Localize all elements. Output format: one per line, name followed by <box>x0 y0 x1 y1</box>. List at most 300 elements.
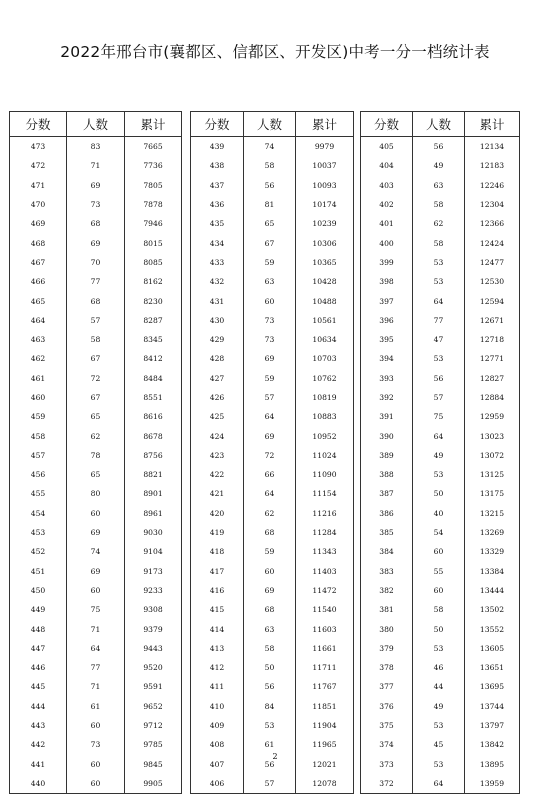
table-row <box>191 349 354 368</box>
cell-cumulative: 9308 <box>125 600 182 619</box>
table-row <box>191 176 354 195</box>
cell-score: 467 <box>10 253 67 272</box>
table-row <box>191 562 354 581</box>
cell-score: 468 <box>10 233 67 252</box>
cell-cumulative: 7946 <box>125 214 182 233</box>
cell-count: 74 <box>244 137 296 157</box>
cell-cumulative: 9905 <box>125 774 182 794</box>
header-score: 分数 <box>10 112 67 137</box>
cell-count: 74 <box>67 542 125 561</box>
cell-count: 69 <box>67 562 125 581</box>
cell-score: 388 <box>361 465 413 484</box>
cell-score: 473 <box>10 137 67 157</box>
cell-cumulative: 7878 <box>125 195 182 214</box>
cell-score: 376 <box>361 697 413 716</box>
table-row <box>361 716 520 735</box>
table-row <box>361 426 520 445</box>
cell-score: 416 <box>191 581 244 600</box>
cell-count: 56 <box>413 369 465 388</box>
table-row <box>10 253 182 272</box>
table-row <box>361 349 520 368</box>
cell-score: 426 <box>191 388 244 407</box>
cell-score: 406 <box>191 774 244 794</box>
table-row <box>191 426 354 445</box>
cell-score: 461 <box>10 369 67 388</box>
cell-score: 446 <box>10 658 67 677</box>
table-row <box>191 581 354 600</box>
cell-cumulative: 11154 <box>296 484 354 503</box>
cell-score: 463 <box>10 330 67 349</box>
cell-count: 46 <box>413 658 465 677</box>
table-row <box>10 426 182 445</box>
cell-score: 457 <box>10 446 67 465</box>
cell-score: 469 <box>10 214 67 233</box>
table-row <box>191 214 354 233</box>
cell-score: 424 <box>191 426 244 445</box>
cell-cumulative: 10703 <box>296 349 354 368</box>
cell-cumulative: 12959 <box>465 407 520 426</box>
cell-count: 64 <box>413 291 465 310</box>
header-score: 分数 <box>361 112 413 137</box>
cell-cumulative: 8345 <box>125 330 182 349</box>
cell-count: 54 <box>413 523 465 542</box>
cell-score: 411 <box>191 677 244 696</box>
cell-count: 69 <box>67 523 125 542</box>
cell-count: 73 <box>244 311 296 330</box>
cell-cumulative: 12021 <box>296 755 354 774</box>
cell-score: 405 <box>361 137 413 157</box>
cell-count: 60 <box>67 755 125 774</box>
table-row <box>361 600 520 619</box>
table-row <box>10 639 182 658</box>
cell-cumulative: 9785 <box>125 735 182 754</box>
cell-score: 403 <box>361 176 413 195</box>
header-count: 人数 <box>413 112 465 137</box>
cell-score: 399 <box>361 253 413 272</box>
cell-score: 372 <box>361 774 413 794</box>
table-row <box>10 291 182 310</box>
cell-count: 53 <box>244 716 296 735</box>
cell-cumulative: 13552 <box>465 619 520 638</box>
table-row <box>191 504 354 523</box>
cell-score: 391 <box>361 407 413 426</box>
cell-count: 58 <box>413 195 465 214</box>
cell-cumulative: 11851 <box>296 697 354 716</box>
cell-count: 72 <box>67 369 125 388</box>
cell-cumulative: 12304 <box>465 195 520 214</box>
cell-count: 60 <box>244 562 296 581</box>
table-row <box>10 562 182 581</box>
score-table-2 <box>190 111 354 794</box>
cell-count: 77 <box>67 658 125 677</box>
cell-score: 472 <box>10 156 67 175</box>
table-row <box>191 253 354 272</box>
cell-count: 70 <box>67 253 125 272</box>
table-row <box>191 542 354 561</box>
cell-score: 385 <box>361 523 413 542</box>
cell-cumulative: 10306 <box>296 233 354 252</box>
cell-cumulative: 12134 <box>465 137 520 157</box>
cell-cumulative: 10037 <box>296 156 354 175</box>
cell-cumulative: 11540 <box>296 600 354 619</box>
cell-cumulative: 11216 <box>296 504 354 523</box>
table-row <box>10 774 182 794</box>
table-row <box>191 369 354 388</box>
cell-count: 58 <box>244 156 296 175</box>
cell-cumulative: 13072 <box>465 446 520 465</box>
cell-score: 419 <box>191 523 244 542</box>
cell-count: 59 <box>244 542 296 561</box>
cell-cumulative: 13384 <box>465 562 520 581</box>
cell-cumulative: 12827 <box>465 369 520 388</box>
cell-count: 59 <box>244 253 296 272</box>
table-row <box>361 156 520 175</box>
cell-cumulative: 8484 <box>125 369 182 388</box>
cell-count: 60 <box>413 542 465 561</box>
cell-score: 449 <box>10 600 67 619</box>
cell-count: 63 <box>244 272 296 291</box>
cell-count: 67 <box>67 349 125 368</box>
cell-cumulative: 13444 <box>465 581 520 600</box>
table-row <box>191 465 354 484</box>
table-row <box>191 658 354 677</box>
cell-score: 417 <box>191 562 244 581</box>
cell-cumulative: 13842 <box>465 735 520 754</box>
cell-cumulative: 13605 <box>465 639 520 658</box>
cell-count: 55 <box>413 562 465 581</box>
cell-count: 66 <box>244 465 296 484</box>
table-row <box>361 774 520 794</box>
cell-score: 464 <box>10 311 67 330</box>
cell-score: 414 <box>191 619 244 638</box>
cell-score: 412 <box>191 658 244 677</box>
cell-count: 58 <box>413 233 465 252</box>
cell-cumulative: 10634 <box>296 330 354 349</box>
cell-cumulative: 11603 <box>296 619 354 638</box>
table-row <box>191 600 354 619</box>
cell-count: 60 <box>413 581 465 600</box>
cell-cumulative: 13215 <box>465 504 520 523</box>
cell-count: 50 <box>413 484 465 503</box>
cell-cumulative: 13797 <box>465 716 520 735</box>
cell-cumulative: 9712 <box>125 716 182 735</box>
cell-cumulative: 10819 <box>296 388 354 407</box>
table-row <box>191 156 354 175</box>
cell-count: 63 <box>244 619 296 638</box>
cell-count: 53 <box>413 272 465 291</box>
cell-score: 455 <box>10 484 67 503</box>
table-row <box>191 137 354 157</box>
cell-count: 57 <box>244 774 296 794</box>
table-row <box>10 369 182 388</box>
cell-score: 438 <box>191 156 244 175</box>
table-row <box>191 677 354 696</box>
table-row <box>361 658 520 677</box>
header-score: 分数 <box>191 112 244 137</box>
cell-count: 57 <box>413 388 465 407</box>
cell-count: 64 <box>244 484 296 503</box>
cell-cumulative: 9233 <box>125 581 182 600</box>
cell-score: 378 <box>361 658 413 677</box>
cell-cumulative: 9379 <box>125 619 182 638</box>
table-row <box>361 195 520 214</box>
cell-count: 69 <box>67 176 125 195</box>
cell-score: 393 <box>361 369 413 388</box>
table-row <box>10 523 182 542</box>
cell-score: 397 <box>361 291 413 310</box>
cell-score: 404 <box>361 156 413 175</box>
cell-cumulative: 13895 <box>465 755 520 774</box>
cell-score: 454 <box>10 504 67 523</box>
cell-score: 386 <box>361 504 413 523</box>
cell-score: 453 <box>10 523 67 542</box>
page-title: 2022年邢台市(襄都区、信都区、开发区)中考一分一档统计表 <box>60 43 490 61</box>
cell-cumulative: 13959 <box>465 774 520 794</box>
cell-cumulative: 12183 <box>465 156 520 175</box>
cell-cumulative: 12718 <box>465 330 520 349</box>
score-table-3 <box>360 111 520 794</box>
cell-score: 425 <box>191 407 244 426</box>
table-row <box>10 311 182 330</box>
table-row <box>191 272 354 291</box>
cell-cumulative: 9104 <box>125 542 182 561</box>
cell-count: 57 <box>67 311 125 330</box>
cell-cumulative: 7805 <box>125 176 182 195</box>
cell-cumulative: 9173 <box>125 562 182 581</box>
cell-cumulative: 13269 <box>465 523 520 542</box>
cell-cumulative: 8015 <box>125 233 182 252</box>
cell-count: 56 <box>244 677 296 696</box>
table-row <box>191 697 354 716</box>
table-row <box>10 697 182 716</box>
cell-cumulative: 8287 <box>125 311 182 330</box>
cell-score: 381 <box>361 600 413 619</box>
table-row <box>361 214 520 233</box>
cell-cumulative: 8616 <box>125 407 182 426</box>
table-row <box>191 484 354 503</box>
cell-cumulative: 13502 <box>465 600 520 619</box>
table-row <box>361 137 520 157</box>
table-row <box>10 388 182 407</box>
cell-cumulative: 13125 <box>465 465 520 484</box>
cell-count: 62 <box>67 426 125 445</box>
cell-score: 409 <box>191 716 244 735</box>
cell-score: 387 <box>361 484 413 503</box>
cell-score: 422 <box>191 465 244 484</box>
cell-count: 56 <box>413 137 465 157</box>
cell-count: 65 <box>67 407 125 426</box>
table-row <box>361 562 520 581</box>
cell-cumulative: 8756 <box>125 446 182 465</box>
cell-score: 382 <box>361 581 413 600</box>
table-row <box>10 484 182 503</box>
cell-score: 408 <box>191 735 244 754</box>
cell-count: 69 <box>244 581 296 600</box>
cell-count: 67 <box>67 388 125 407</box>
header-cumulative: 累计 <box>465 112 520 137</box>
table-row <box>361 677 520 696</box>
cell-score: 395 <box>361 330 413 349</box>
cell-count: 49 <box>413 156 465 175</box>
table-row <box>361 581 520 600</box>
cell-count: 75 <box>413 407 465 426</box>
cell-cumulative: 13744 <box>465 697 520 716</box>
cell-count: 60 <box>244 291 296 310</box>
table-row <box>361 272 520 291</box>
cell-cumulative: 9845 <box>125 755 182 774</box>
cell-count: 56 <box>244 755 296 774</box>
table-row <box>10 330 182 349</box>
cell-count: 60 <box>67 581 125 600</box>
cell-score: 441 <box>10 755 67 774</box>
cell-score: 430 <box>191 311 244 330</box>
cell-score: 407 <box>191 755 244 774</box>
table-row <box>191 619 354 638</box>
cell-score: 429 <box>191 330 244 349</box>
table-row <box>10 137 182 157</box>
cell-score: 466 <box>10 272 67 291</box>
table-row <box>361 233 520 252</box>
cell-count: 71 <box>67 156 125 175</box>
cell-count: 77 <box>67 272 125 291</box>
cell-count: 80 <box>67 484 125 503</box>
cell-cumulative: 12078 <box>296 774 354 794</box>
cell-score: 398 <box>361 272 413 291</box>
cell-cumulative: 12884 <box>465 388 520 407</box>
cell-cumulative: 11403 <box>296 562 354 581</box>
cell-count: 60 <box>67 504 125 523</box>
cell-score: 392 <box>361 388 413 407</box>
cell-cumulative: 9030 <box>125 523 182 542</box>
header-count: 人数 <box>244 112 296 137</box>
cell-count: 83 <box>67 137 125 157</box>
table-row <box>10 195 182 214</box>
cell-cumulative: 10488 <box>296 291 354 310</box>
table-row <box>10 233 182 252</box>
cell-count: 69 <box>67 233 125 252</box>
cell-count: 65 <box>67 465 125 484</box>
cell-cumulative: 13175 <box>465 484 520 503</box>
cell-cumulative: 11090 <box>296 465 354 484</box>
cell-score: 377 <box>361 677 413 696</box>
cell-score: 373 <box>361 755 413 774</box>
cell-score: 459 <box>10 407 67 426</box>
cell-cumulative: 7665 <box>125 137 182 157</box>
table-row <box>10 600 182 619</box>
cell-score: 452 <box>10 542 67 561</box>
table-row <box>191 311 354 330</box>
cell-score: 394 <box>361 349 413 368</box>
cell-cumulative: 12771 <box>465 349 520 368</box>
cell-score: 402 <box>361 195 413 214</box>
table-row <box>191 291 354 310</box>
cell-count: 63 <box>413 176 465 195</box>
cell-score: 396 <box>361 311 413 330</box>
cell-count: 50 <box>413 619 465 638</box>
cell-score: 434 <box>191 233 244 252</box>
cell-cumulative: 11711 <box>296 658 354 677</box>
cell-cumulative: 10428 <box>296 272 354 291</box>
cell-score: 413 <box>191 639 244 658</box>
cell-score: 420 <box>191 504 244 523</box>
cell-score: 380 <box>361 619 413 638</box>
cell-count: 64 <box>413 426 465 445</box>
table-row <box>191 774 354 794</box>
cell-cumulative: 10952 <box>296 426 354 445</box>
cell-count: 53 <box>413 253 465 272</box>
cell-cumulative: 7736 <box>125 156 182 175</box>
cell-score: 436 <box>191 195 244 214</box>
cell-count: 68 <box>244 523 296 542</box>
header-cumulative: 累计 <box>125 112 182 137</box>
cell-count: 45 <box>413 735 465 754</box>
cell-cumulative: 9520 <box>125 658 182 677</box>
cell-count: 67 <box>244 233 296 252</box>
cell-cumulative: 8551 <box>125 388 182 407</box>
cell-count: 57 <box>244 388 296 407</box>
cell-cumulative: 12424 <box>465 233 520 252</box>
cell-cumulative: 10239 <box>296 214 354 233</box>
cell-count: 69 <box>244 349 296 368</box>
cell-cumulative: 11904 <box>296 716 354 735</box>
cell-cumulative: 9591 <box>125 677 182 696</box>
cell-count: 53 <box>413 465 465 484</box>
table-row <box>361 311 520 330</box>
cell-cumulative: 8961 <box>125 504 182 523</box>
cell-count: 64 <box>244 407 296 426</box>
table-row <box>361 369 520 388</box>
cell-count: 61 <box>67 697 125 716</box>
cell-count: 49 <box>413 446 465 465</box>
cell-count: 68 <box>67 214 125 233</box>
cell-count: 73 <box>67 195 125 214</box>
cell-cumulative: 12671 <box>465 311 520 330</box>
cell-score: 384 <box>361 542 413 561</box>
cell-score: 410 <box>191 697 244 716</box>
table-row <box>10 504 182 523</box>
cell-cumulative: 12477 <box>465 253 520 272</box>
table-row <box>361 523 520 542</box>
cell-count: 53 <box>413 349 465 368</box>
header-count: 人数 <box>67 112 125 137</box>
cell-score: 400 <box>361 233 413 252</box>
table-row <box>361 542 520 561</box>
table-row <box>10 156 182 175</box>
table-row <box>10 214 182 233</box>
table-row <box>361 697 520 716</box>
cell-count: 44 <box>413 677 465 696</box>
cell-count: 64 <box>413 774 465 794</box>
table-row <box>191 233 354 252</box>
table-row <box>191 523 354 542</box>
table-row <box>191 639 354 658</box>
cell-count: 62 <box>244 504 296 523</box>
cell-count: 53 <box>413 716 465 735</box>
cell-score: 432 <box>191 272 244 291</box>
cell-cumulative: 8085 <box>125 253 182 272</box>
cell-cumulative: 10561 <box>296 311 354 330</box>
cell-score: 427 <box>191 369 244 388</box>
cell-score: 465 <box>10 291 67 310</box>
cell-score: 428 <box>191 349 244 368</box>
cell-score: 401 <box>361 214 413 233</box>
cell-score: 450 <box>10 581 67 600</box>
cell-count: 58 <box>244 639 296 658</box>
cell-count: 72 <box>244 446 296 465</box>
table-row <box>10 176 182 195</box>
table-row <box>361 484 520 503</box>
cell-count: 58 <box>413 600 465 619</box>
